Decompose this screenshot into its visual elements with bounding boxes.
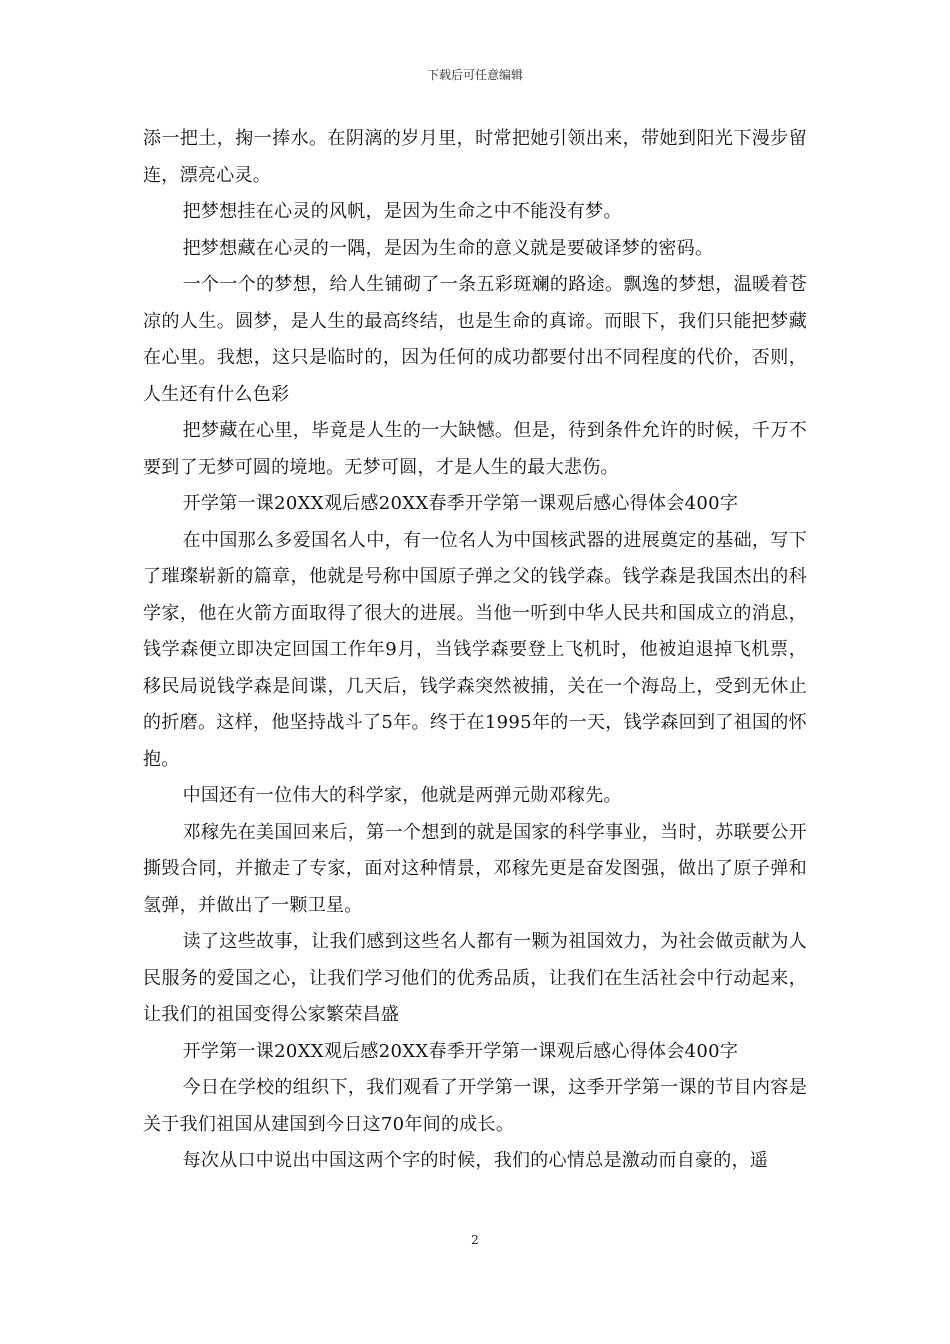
section-title-2: 开学第一课20XX观后感20XX春季开学第一课观后感心得体会400字 (182, 1040, 739, 1062)
paragraph-1: 添一把土，掬一捧水。在阴漓的岁月里，时常把她引领出来，带她到阳光下漫步留连，漂亮心灵。 (143, 128, 807, 186)
paragraph-2: 把梦想挂在心灵的风帆，是因为生命之中不能没有梦。 (182, 201, 622, 222)
document-body (143, 121, 807, 1180)
paragraph-8: 邓稼先在美国回来后，第一个想到的就是国家的科学事业，当时，苏联要公开撕毁合同，并撤走了专家，面对这种情景，邓稼先更是奋发图强，做出了原子弹和氢弹，并做出了一颗卫星。 (143, 821, 807, 916)
paragraph-3: 把梦想藏在心灵的一隅，是因为生命的意义就是要破译梦的密码。 (182, 237, 714, 259)
paragraph-4: 一个一个的梦想，给人生铺砌了一条五彩斑斓的路途。飘逸的梦想，温暖着苍凉的人生。圆梦，是人生的最高终结，也是生命的真谛。而眼下，我们只能把梦藏在心里。我想，这只是临时的，因为任何的成功都要付出不同程度的代价，否则，人生还有什么色彩 (143, 274, 807, 405)
section-title-1: 开学第一课20XX观后感20XX春季开学第一课观后感心得体会400字 (182, 493, 739, 514)
paragraph-6: 在中国那么多爱国名人中，有一位名人为中国核武器的进展奠定的基础，写下了璀璨崭新的篇章，他就是号称中国原子弹之父的钱学森。钱学森是我国杰出的科学家，他在火箭方面取得了很大的进展。当他一听到中华人民共和国成立的消息，钱学森便立即决定回国工作年9月，当钱学森要登上飞机时，他被迫退掉飞机票，移民局说钱学森是间谍，几天后，钱学森突然被捕，关在一个海岛上，受到无休止的折磨。这样，他坚持战斗了5年。终于在1995年的一天，钱学森回到了祖国的怀抱。 (143, 529, 807, 770)
paragraph-9: 读了这些故事，让我们感到这些名人都有一颗为祖国效力，为社会做贡献为人民服务的爱国之心，让我们学习他们的优秀品质，让我们在生活社会中行动起来，让我们的祖国变得公家繁荣昌盛 (143, 931, 807, 1025)
paragraph-5: 把梦藏在心里，毕竟是人生的一大缺憾。但是，待到条件允许的时候，千万不要到了无梦可圆的境地。无梦可圆，才是人生的最大悲伤。 (143, 420, 807, 478)
paragraph-7: 中国还有一位伟大的科学家，他就是两弹元勋邓稼先。 (182, 785, 622, 806)
page-number: 2 (471, 1233, 479, 1247)
paragraph-10: 今日在学校的组织下，我们观看了开学第一课，这季开学第一课的节目内容是关于我们祖国从建国到今日这70年间的成长。 (143, 1077, 807, 1135)
paragraph-11: 每次从口中说出中国这两个字的时候，我们的心情总是激动而自豪的，遥 (182, 1150, 769, 1171)
page-header: 下载后可任意编辑 (426, 68, 523, 82)
